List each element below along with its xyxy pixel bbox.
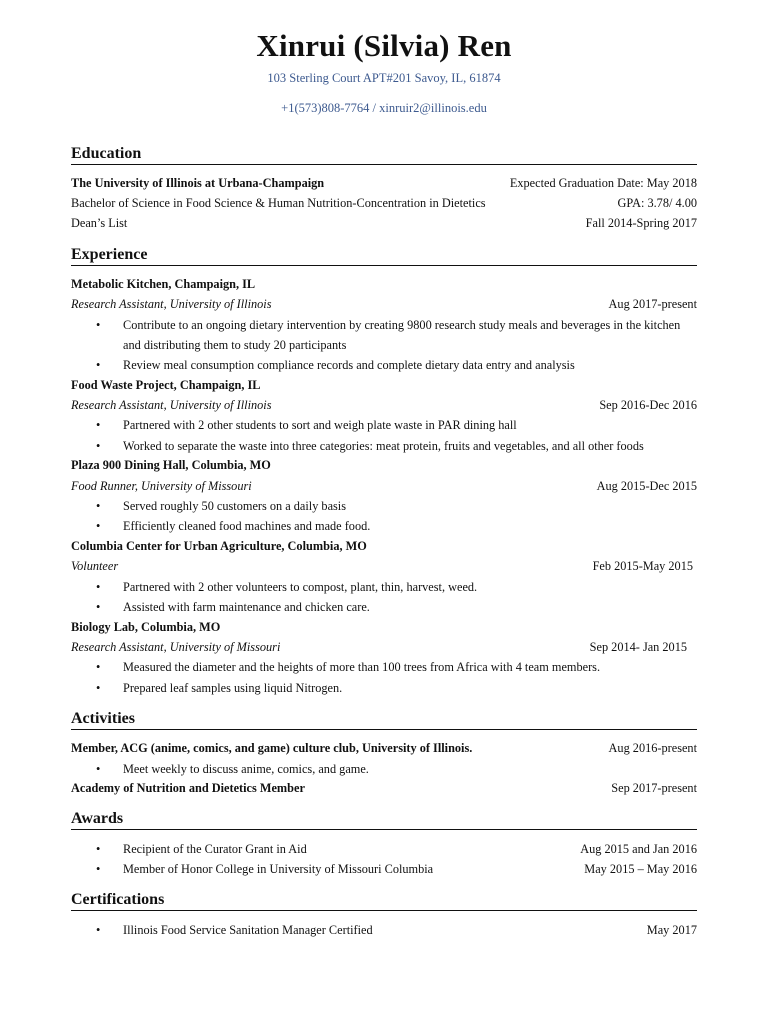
job-org-text: Columbia Center for Urban Agriculture, Columbia, MO <box>71 539 367 553</box>
job-org-text: Metabolic Kitchen, Champaign, IL <box>71 277 256 291</box>
bullet-text: Meet weekly to discuss anime, comics, and game. <box>123 762 369 776</box>
candidate-name: Xinrui (Silvia) Ren <box>256 28 512 63</box>
bullet-text: and distributing them to study 20 participants <box>123 338 347 352</box>
certification-text: Illinois Food Service Sanitation Manager Certified <box>123 923 373 937</box>
activity-org: Academy of Nutrition and Dietetics Member <box>71 781 305 795</box>
bullet-icon: • <box>96 318 101 332</box>
section-experience-heading: Experience <box>71 245 697 266</box>
section-certifications-heading: Certifications <box>71 890 697 911</box>
award-dates: May 2015 – May 2016 <box>584 862 697 876</box>
bullet-text: Measured the diameter and the heights of more than 100 trees from Africa with 4 team members. <box>123 660 601 674</box>
section-awards-heading: Awards <box>71 809 697 830</box>
job-dates: Aug 2017-present <box>608 297 697 311</box>
contact-info: +1(573)808-7764 / xinruir2@illinois.edu <box>281 101 487 115</box>
job-role: Food Runner, University of Missouri <box>71 479 252 493</box>
bullet-text: Review meal consumption compliance records and complete dietary data entry and analysis <box>123 358 575 372</box>
bullet-text: Partnered with 2 other students to sort and weigh plate waste in PAR dining hall <box>123 418 517 432</box>
bullet-icon: • <box>96 681 101 695</box>
award-text: Member of Honor College in University of Missouri Columbia <box>123 862 434 876</box>
bullet-icon: • <box>96 923 101 937</box>
bullet-text: Assisted with farm maintenance and chicken care. <box>123 600 370 614</box>
bullet-text: Efficiently cleaned food machines and made food. <box>123 519 371 533</box>
bullet-icon: • <box>96 439 101 453</box>
section-activities-heading: Activities <box>71 709 697 730</box>
graduation-date: Expected Graduation Date: May 2018 <box>509 176 697 190</box>
bullet-icon: • <box>96 499 101 513</box>
activity-dates: Sep 2017-present <box>611 781 697 795</box>
job-org-text: Biology Lab, Columbia, MO <box>71 620 221 634</box>
bullet-text: Prepared leaf samples using liquid Nitrogen. <box>123 681 343 695</box>
bullet-icon: • <box>96 862 101 876</box>
job-dates: Sep 2014- Jan 2015 <box>589 640 687 654</box>
bullet-text: Partnered with 2 other volunteers to compost, plant, thin, harvest, weed. <box>123 580 478 594</box>
bullet-text: Served roughly 50 customers on a daily basis <box>123 499 347 513</box>
job-dates: Feb 2015-May 2015 <box>592 559 693 573</box>
bullet-icon: • <box>96 660 101 674</box>
certification-dates: May 2017 <box>646 923 697 937</box>
bullet-icon: • <box>96 842 101 856</box>
bullet-text: Worked to separate the waste into three categories: meat protein, fruits and vegetables, and all other foods <box>123 439 644 453</box>
gpa: GPA: 3.78/ 4.00 <box>617 196 697 210</box>
job-org-text: Plaza 900 Dining Hall, Columbia, MO <box>71 458 271 472</box>
job-role: Research Assistant, University of Illinois <box>71 398 272 412</box>
job-org-text: Food Waste Project, Champaign, IL <box>71 378 261 392</box>
bullet-icon: • <box>96 418 101 432</box>
bullet-icon: • <box>96 519 101 533</box>
job-role: Research Assistant, University of Illinois <box>71 297 272 311</box>
address: 103 Sterling Court APT#201 Savoy, IL, 61874 <box>267 71 501 85</box>
activity-dates: Aug 2016-present <box>608 741 697 755</box>
bullet-text: Contribute to an ongoing dietary intervention by creating 9800 research study meals and beverages in the kitchen <box>123 318 681 332</box>
bullet-icon: • <box>96 580 101 594</box>
job-role: Research Assistant, University of Missouri <box>71 640 281 654</box>
bullet-icon: • <box>96 358 101 372</box>
section-education-heading: Education <box>71 144 697 165</box>
activity-org: Member, ACG (anime, comics, and game) culture club, University of Illinois. <box>71 741 473 755</box>
job-dates: Sep 2016-Dec 2016 <box>599 398 697 412</box>
bullet-icon: • <box>96 600 101 614</box>
award-dates: Aug 2015 and Jan 2016 <box>580 842 697 856</box>
honor: Dean’s List <box>71 216 128 230</box>
school-name: The University of Illinois at Urbana-Champaign <box>71 176 325 190</box>
honor-dates: Fall 2014-Spring 2017 <box>585 216 697 230</box>
award-text: Recipient of the Curator Grant in Aid <box>123 842 307 856</box>
job-role: Volunteer <box>71 559 119 573</box>
bullet-icon: • <box>96 762 101 776</box>
job-dates: Aug 2015-Dec 2015 <box>596 479 697 493</box>
degree: Bachelor of Science in Food Science & Human Nutrition-Concentration in Dietetics <box>71 196 486 210</box>
